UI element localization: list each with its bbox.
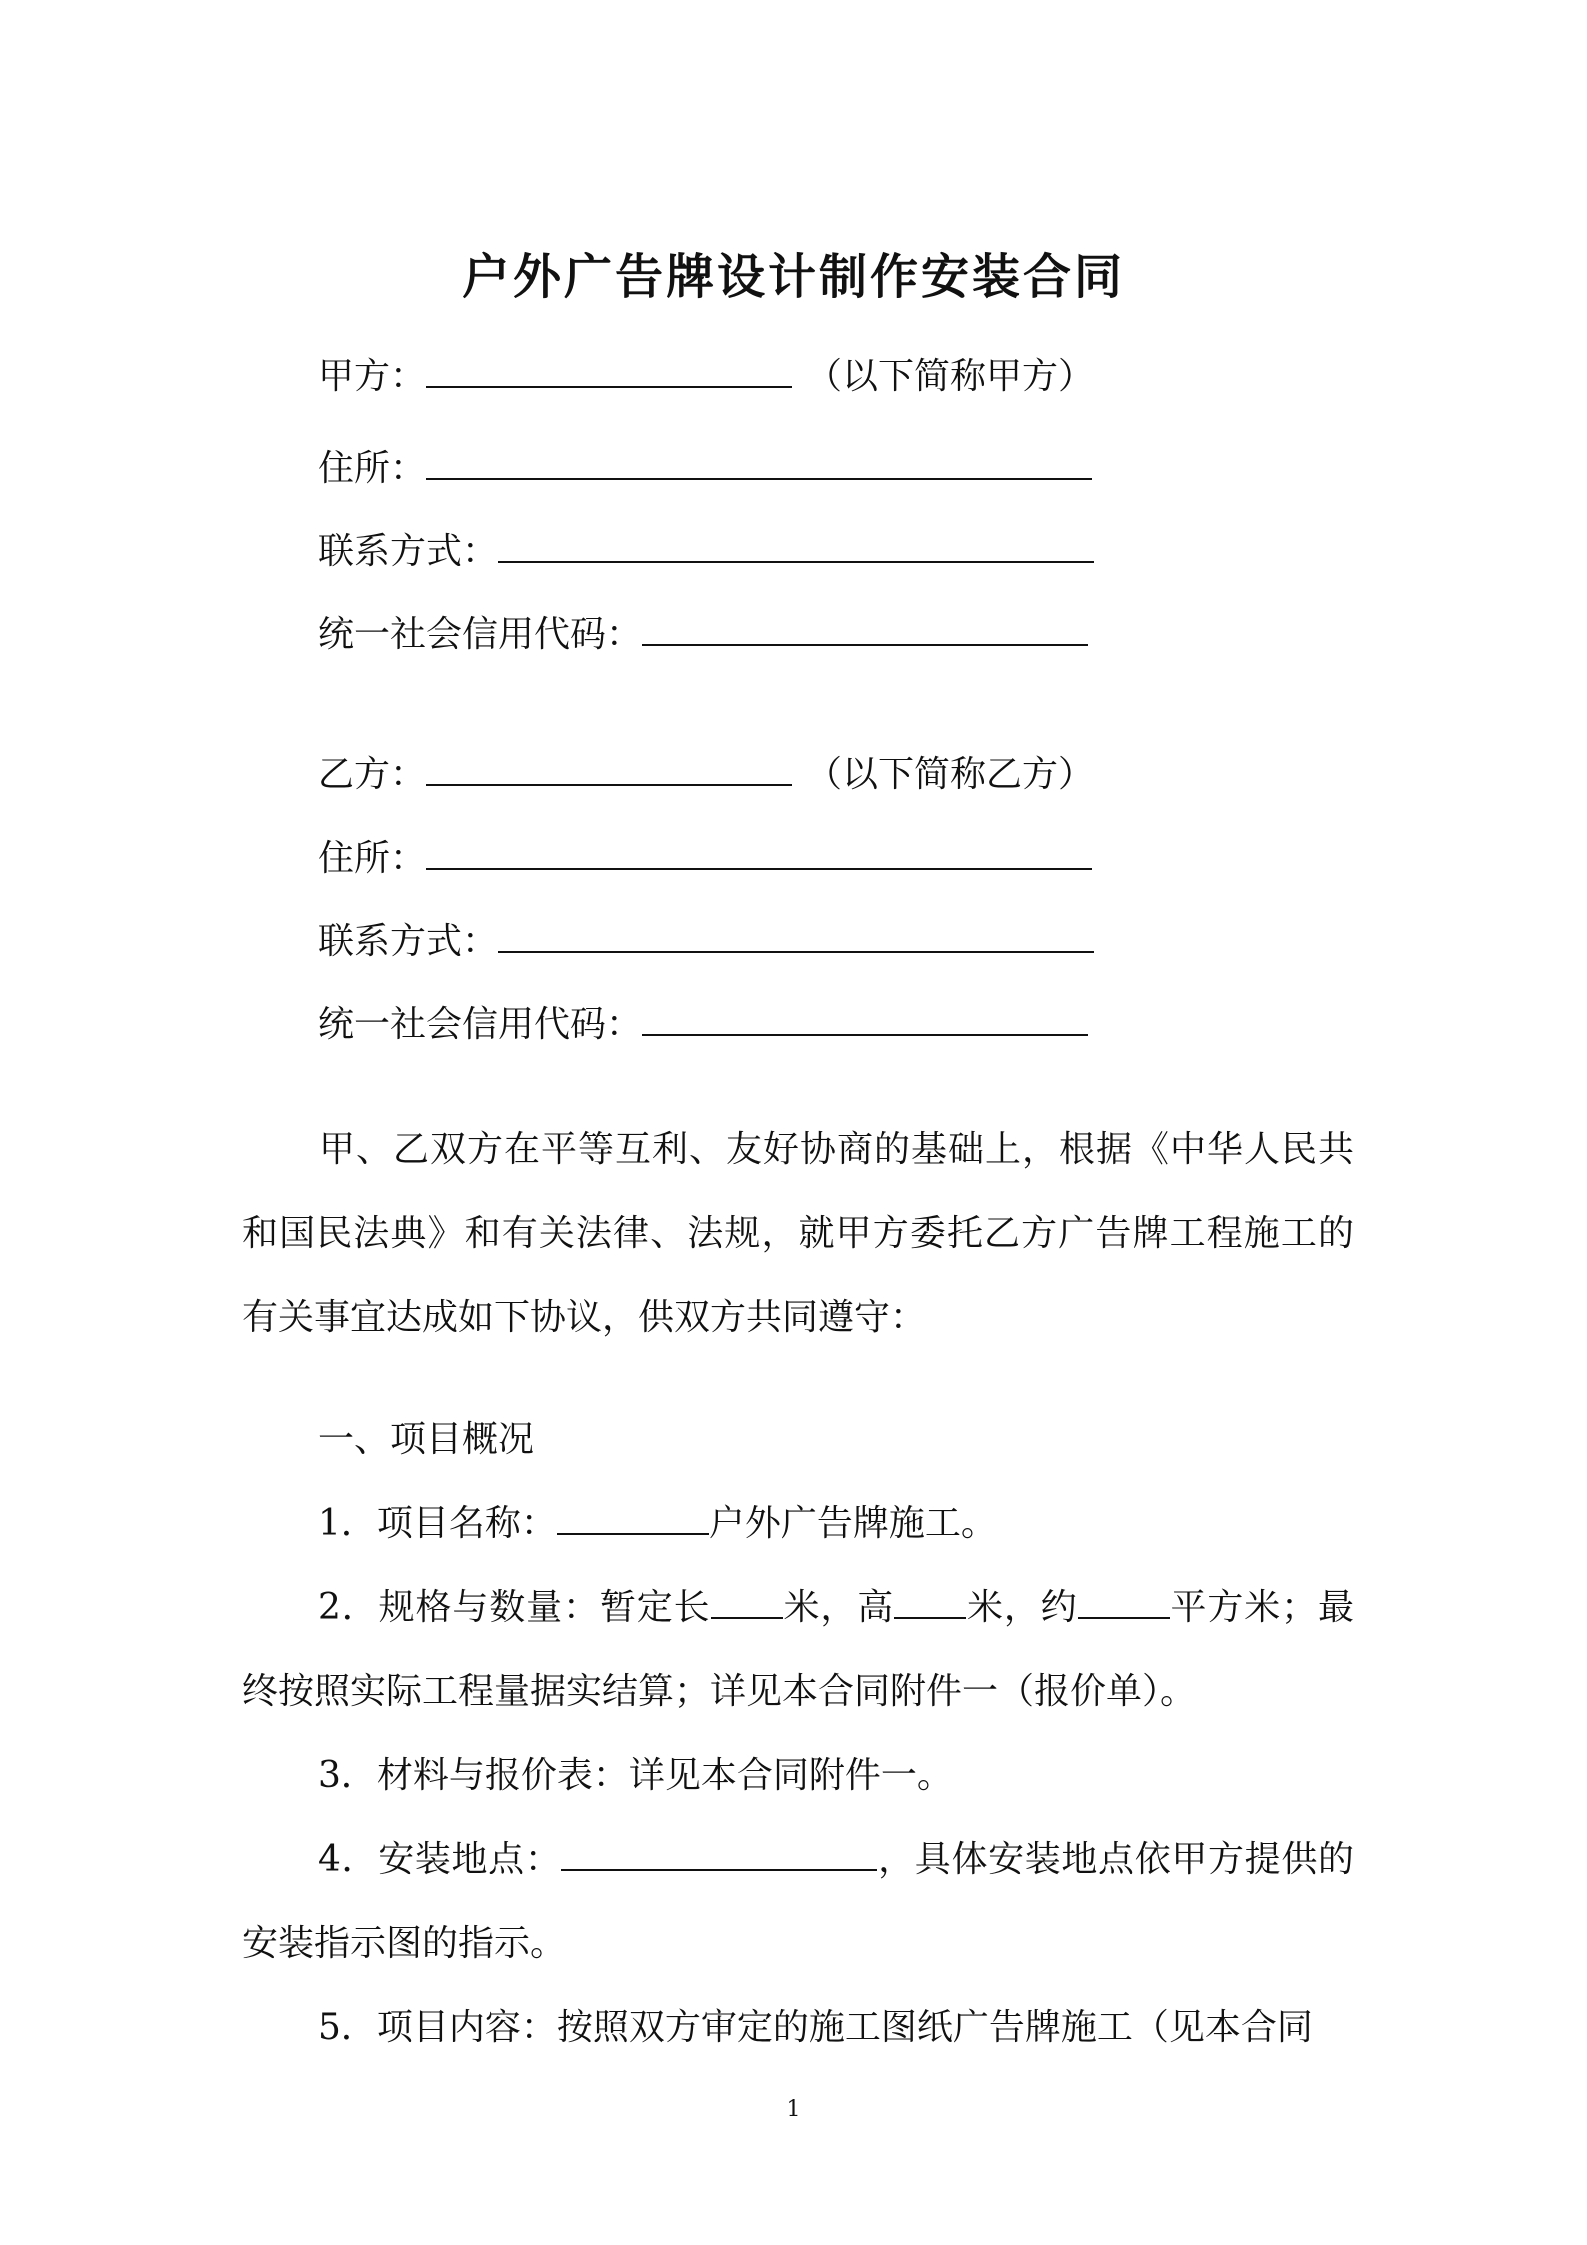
item-2-length-blank[interactable] (711, 1583, 783, 1619)
item-1-blank[interactable] (557, 1499, 709, 1535)
party-a-name-line (318, 348, 1094, 402)
party-a-address-line (318, 440, 1092, 494)
item-4-location (242, 1818, 1354, 1986)
party-a-credit-code-label: 统一社会信用代码： (318, 614, 643, 655)
party-a-address-blank[interactable] (426, 440, 1092, 480)
party-a-name-blank[interactable] (426, 348, 792, 388)
party-b-address-line (318, 830, 1092, 884)
party-a-address-label: 住所： (318, 448, 427, 489)
party-b-contact-blank[interactable] (498, 913, 1094, 953)
item-5-content (242, 1986, 1354, 2070)
item-3-text: 3．材料与报价表：详见本合同附件一。 (318, 1755, 953, 1796)
item-4-location-blank[interactable] (561, 1835, 877, 1871)
document-title: 户外广告牌设计制作安装合同 (461, 249, 1125, 305)
party-a-name-label: 甲方： (318, 356, 427, 397)
item-1-project-name (242, 1482, 1354, 1566)
item-4-prefix: 4．安装地点： (318, 1839, 562, 1880)
party-b-address-blank[interactable] (426, 830, 1092, 870)
party-b-credit-code-label: 统一社会信用代码： (318, 1004, 643, 1045)
party-b-name-suffix: （以下简称乙方） (806, 754, 1095, 795)
item-2-height-blank[interactable] (894, 1583, 966, 1619)
party-b-name-label: 乙方： (318, 754, 427, 795)
item-5-text: 5．项目内容：按照双方审定的施工图纸广告牌施工（见本合同 (318, 2007, 1313, 2048)
party-a-credit-code-line (318, 606, 1088, 660)
item-2-area-blank[interactable] (1078, 1583, 1170, 1619)
party-a-contact-blank[interactable] (498, 523, 1094, 563)
item-1-suffix: 户外广告牌施工。 (708, 1503, 997, 1544)
party-b-credit-code-line (318, 996, 1088, 1050)
party-b-name-line (318, 746, 1094, 800)
party-a-contact-label: 联系方式： (318, 531, 499, 572)
section-1-heading (242, 1398, 1354, 1482)
party-b-address-label: 住所： (318, 838, 427, 879)
item-2-spec-quantity (242, 1566, 1354, 1734)
preamble-text: 甲、乙双方在平等互利、友好协商的基础上，根据《中华人民共和国民法典》和有关法律、法规，就甲方委托乙方广告牌工程施工的有关事宜达成如下协议，供双方共同遵守： (242, 1129, 1354, 1338)
party-b-contact-label: 联系方式： (318, 921, 499, 962)
party-b-contact-line (318, 913, 1094, 967)
party-b-credit-code-blank[interactable] (642, 996, 1088, 1036)
item-4-suffix: ，具体安装地点依甲方提供的安装指示图的指示。 (242, 1839, 1354, 1964)
item-2-part-d: 平方米；最终按照实际工程量据实结算；详见本合同附件一（报价单）。 (242, 1587, 1354, 1712)
party-a-contact-line (318, 523, 1094, 577)
item-2-prefix: 2．规格与数量：暂定长 (318, 1587, 711, 1628)
section-1-heading-text: 一、项目概况 (318, 1419, 535, 1460)
item-2-part-b: 米，高 (782, 1587, 895, 1628)
party-a-credit-code-blank[interactable] (642, 606, 1088, 646)
item-3-materials (242, 1734, 1354, 1818)
item-1-prefix: 1．项目名称： (318, 1503, 557, 1544)
party-a-name-suffix: （以下简称甲方） (806, 356, 1095, 397)
item-2-part-c: 米，约 (966, 1587, 1078, 1628)
party-b-name-blank[interactable] (426, 746, 792, 786)
preamble-paragraph (242, 1108, 1354, 1360)
page-number: 1 (786, 2097, 801, 2122)
